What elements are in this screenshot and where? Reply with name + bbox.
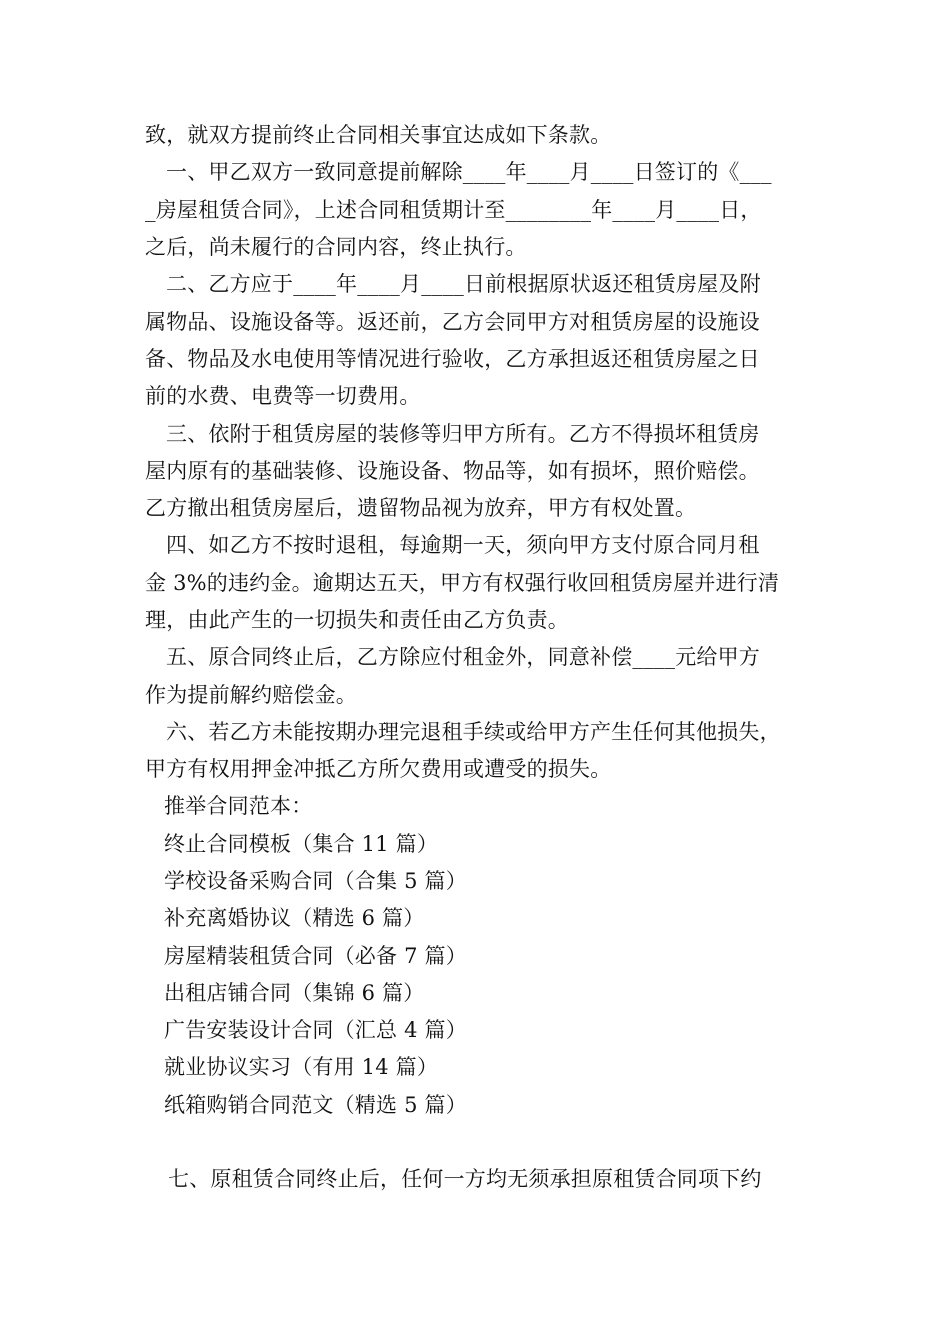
clause-3-line: 乙方撤出租赁房屋后，遗留物品视为放弃，甲方有权处置。 bbox=[145, 496, 697, 520]
clause-5-line: 五、原合同终止后，乙方除应付租金外，同意补偿____元给甲方 bbox=[166, 645, 760, 669]
clause-3-line: 三、依附于租赁房屋的装修等归甲方所有。乙方不得损坏租赁房 bbox=[166, 422, 760, 446]
recommend-item[interactable]: 就业协议实习（有用 14 篇） bbox=[164, 1055, 439, 1079]
clause-4-line: 四、如乙方不按时退租，每逾期一天，须向甲方支付原合同月租 bbox=[166, 533, 760, 557]
recommend-item[interactable]: 补充离婚协议（精选 6 篇） bbox=[164, 906, 425, 930]
clause-2-line: 属物品、设施设备等。返还前，乙方会同甲方对租赁房屋的设施设 bbox=[145, 310, 760, 334]
clause-7-line: 七、原租赁合同终止后，任何一方均无须承担原租赁合同项下约 bbox=[168, 1167, 762, 1191]
clause-2-line: 前的水费、电费等一切费用。 bbox=[145, 384, 421, 408]
clause-2-line: 二、乙方应于____年____月____日前根据原状返还租赁房屋及附 bbox=[166, 272, 761, 296]
paragraph-line: 致，就双方提前终止合同相关事宜达成如下条款。 bbox=[145, 123, 612, 147]
clause-1-line: 一、甲乙双方一致同意提前解除____年____月____日签订的《___ bbox=[166, 160, 772, 184]
clause-5-line: 作为提前解约赔偿金。 bbox=[145, 683, 357, 707]
clause-4-line: 金 3%的违约金。逾期达五天，甲方有权强行收回租赁房屋并进行清 bbox=[145, 571, 780, 595]
recommend-item[interactable]: 广告安装设计合同（汇总 4 篇） bbox=[164, 1018, 467, 1042]
recommend-item[interactable]: 终止合同模板（集合 11 篇） bbox=[164, 832, 439, 856]
clause-6-line: 甲方有权用押金冲抵乙方所欠费用或遭受的损失。 bbox=[145, 757, 612, 781]
clause-4-line: 理，由此产生的一切损失和责任由乙方负责。 bbox=[145, 608, 569, 632]
recommend-item[interactable]: 学校设备采购合同（合集 5 篇） bbox=[164, 869, 467, 893]
clause-1-line: 之后，尚未履行的合同内容，终止执行。 bbox=[145, 235, 527, 259]
recommend-item[interactable]: 纸箱购销合同范文（精选 5 篇） bbox=[164, 1093, 467, 1117]
recommend-heading: 推举合同范本： bbox=[164, 794, 313, 818]
recommend-item[interactable]: 出租店铺合同（集锦 6 篇） bbox=[164, 981, 425, 1005]
clause-1-line: _房屋租赁合同》，上述合同租赁期计至________年____月____日， bbox=[145, 198, 762, 222]
recommend-item[interactable]: 房屋精装租赁合同（必备 7 篇） bbox=[164, 944, 467, 968]
clause-3-line: 屋内原有的基础装修、设施设备、物品等，如有损坏，照价赔偿。 bbox=[145, 459, 760, 483]
clause-6-line: 六、若乙方未能按期办理完退租手续或给甲方产生任何其他损失， bbox=[166, 720, 781, 744]
clause-2-line: 备、物品及水电使用等情况进行验收，乙方承担返还租赁房屋之日 bbox=[145, 347, 760, 371]
